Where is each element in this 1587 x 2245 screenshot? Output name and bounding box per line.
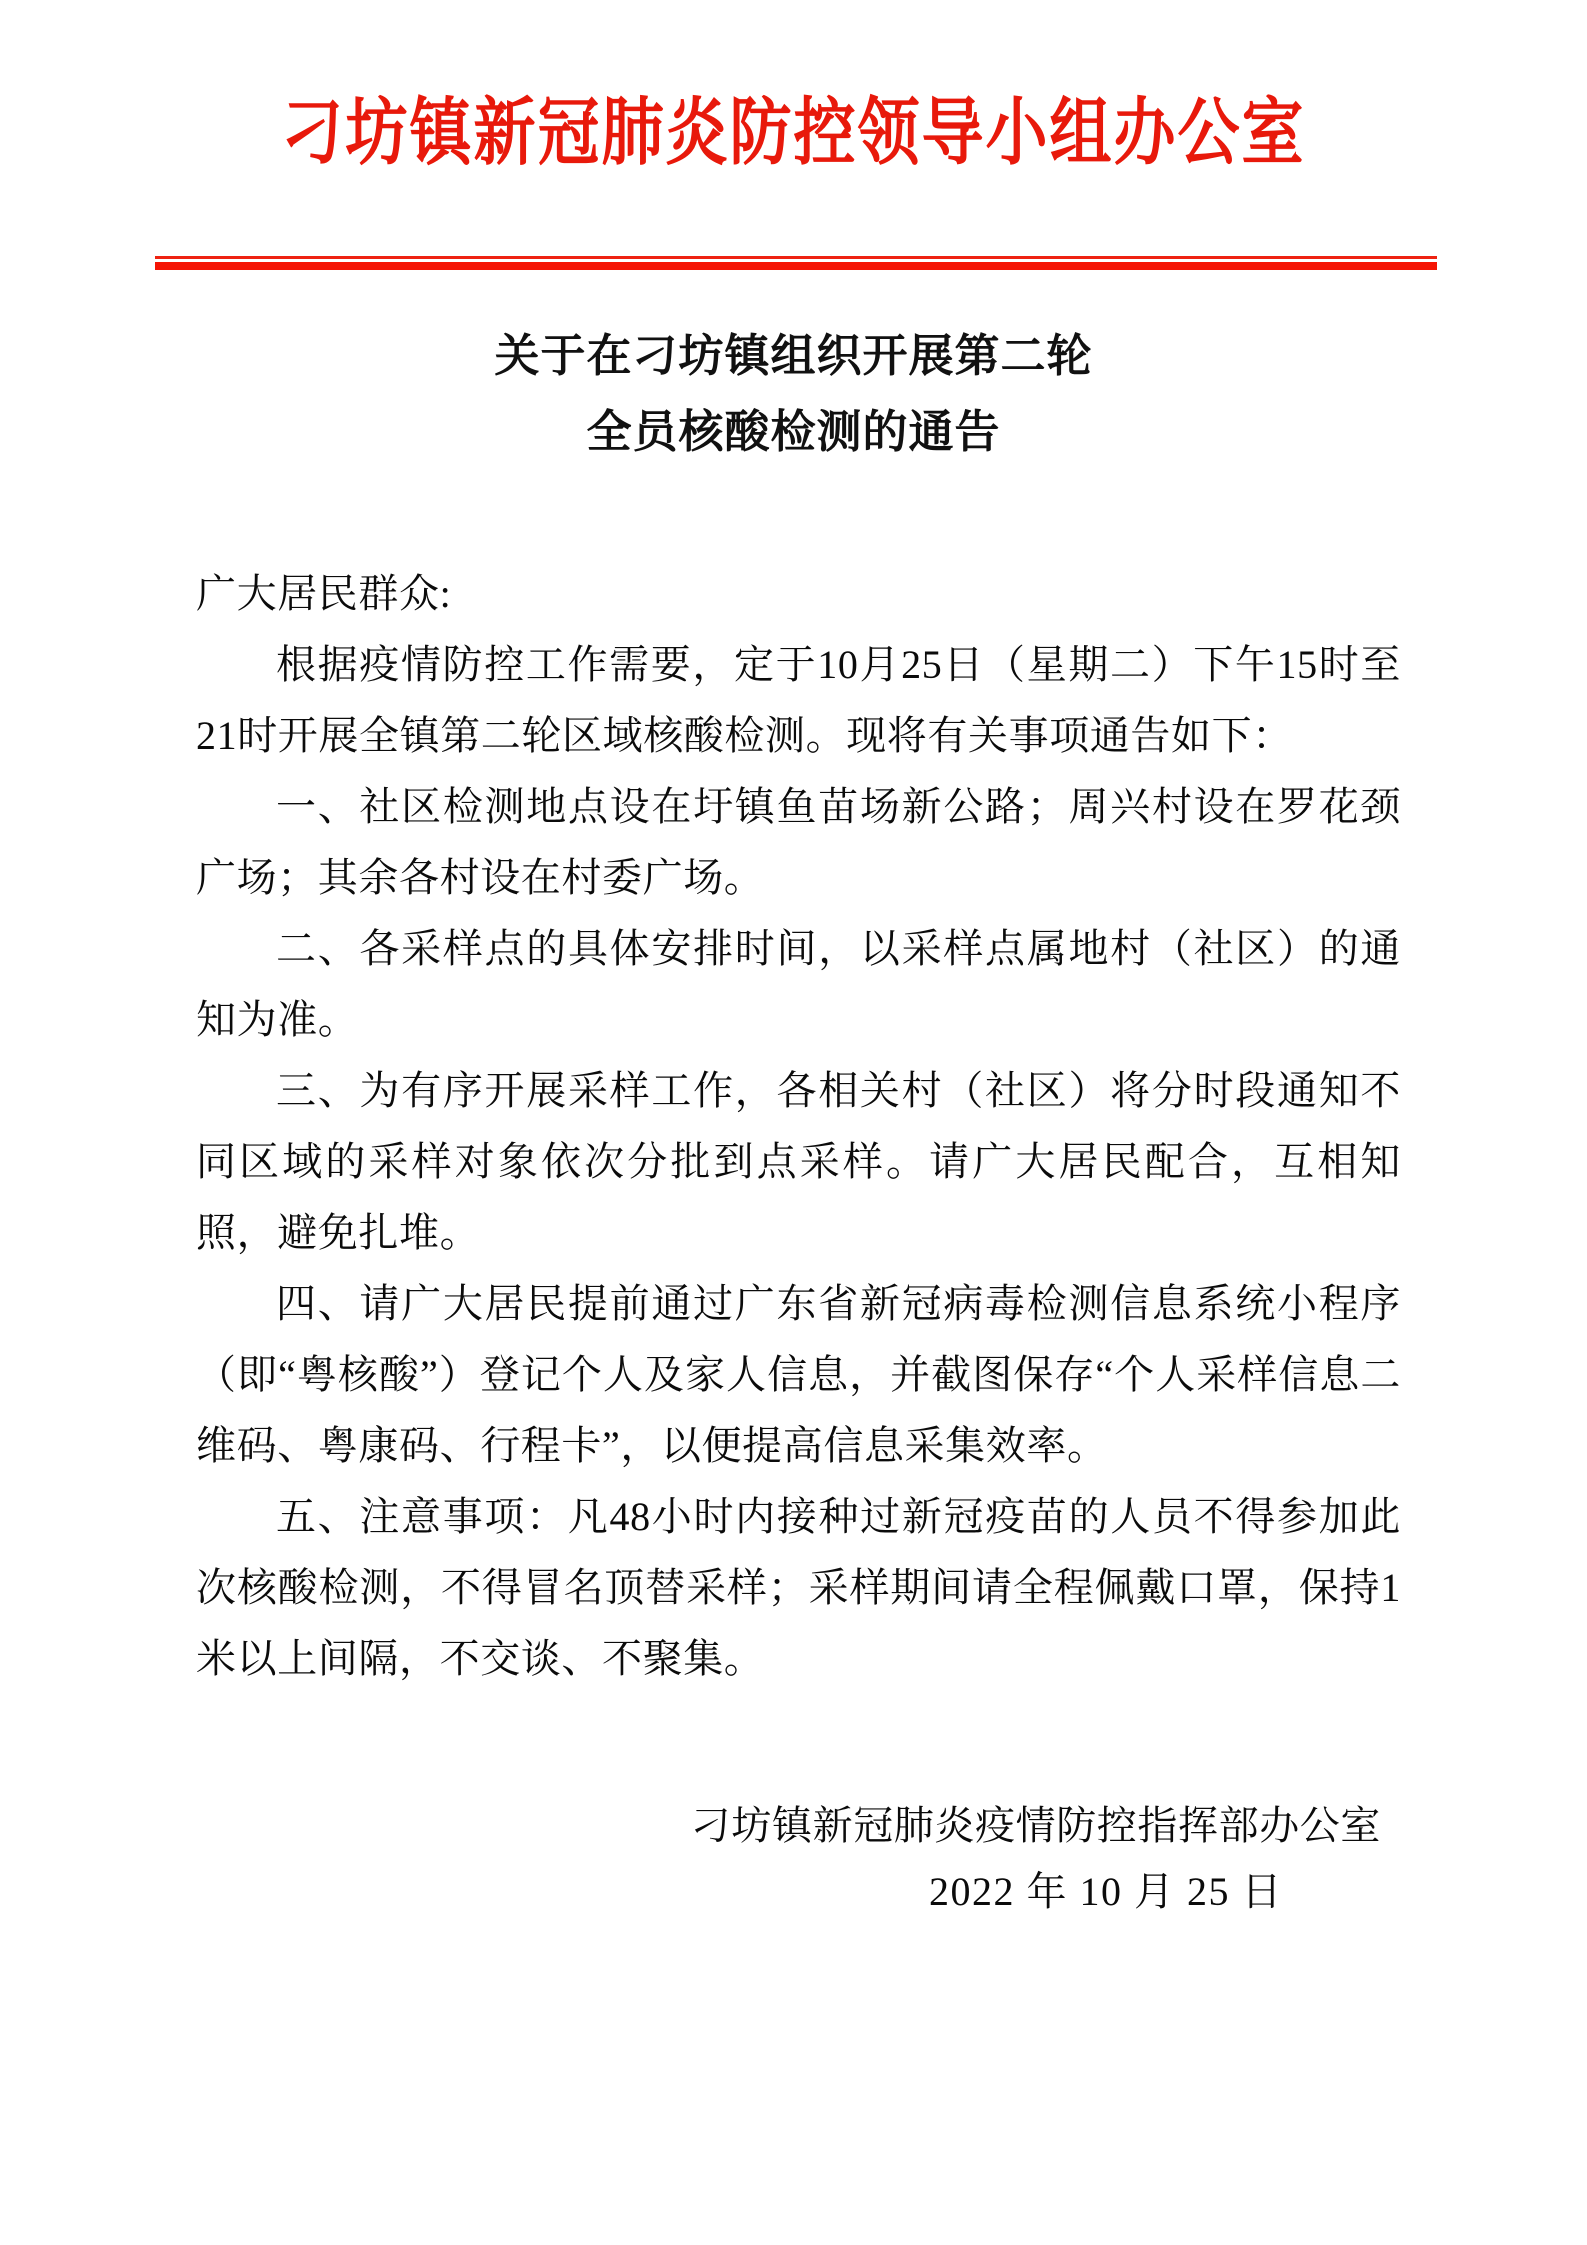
signing-date: 2022 年 10 月 25 日: [929, 1869, 1283, 1914]
notice-item-1: 一、社区检测地点设在圩镇鱼苗场新公路；周兴村设在罗花颈广场；其余各村设在村委广场。: [196, 784, 1401, 900]
notice-item-5: 五、注意事项：凡48小时内接种过新冠疫苗的人员不得参加此次核酸检测，不得冒名顶替采样；采样期间请全程佩戴口罩，保持1米以上间隔，不交谈、不聚集。: [196, 1494, 1401, 1681]
document-title-line-2: 全员核酸检测的通告: [586, 405, 1001, 458]
signing-organization: 刁坊镇新冠肺炎疫情防控指挥部办公室: [690, 1803, 1381, 1848]
document-title: [0, 318, 1587, 470]
divider-thick-line: [155, 262, 1437, 270]
document-title-line-1: 关于在刁坊镇组织开展第二轮: [494, 329, 1093, 382]
letterhead: [0, 89, 1587, 176]
notice-item-4: 四、请广大居民提前通过广东省新冠病毒检测信息系统小程序（即“粤核酸”）登记个人及家人信息，并截图保存“个人采样信息二维码、粤康码、行程卡”，以便提高信息采集效率。: [196, 1281, 1401, 1468]
letterhead-organization-title: 刁坊镇新冠肺炎防控领导小组办公室: [281, 89, 1306, 176]
signature-block: [196, 1792, 1401, 1924]
intro-paragraph: 根据疫情防控工作需要，定于10月25日（星期二）下午15时至21时开展全镇第二轮区域核酸检测。现将有关事项通告如下：: [196, 642, 1401, 758]
notice-item-3: 三、为有序开展采样工作，各相关村（社区）将分时段通知不同区域的采样对象依次分批到点采样。请广大居民配合，互相知照，避免扎堆。: [196, 1068, 1401, 1255]
salutation: 广大居民群众:: [196, 571, 452, 616]
letterhead-red-divider: [155, 256, 1437, 270]
notice-item-2: 二、各采样点的具体安排时间，以采样点属地村（社区）的通知为准。: [196, 926, 1401, 1042]
document-body: [196, 558, 1401, 1694]
